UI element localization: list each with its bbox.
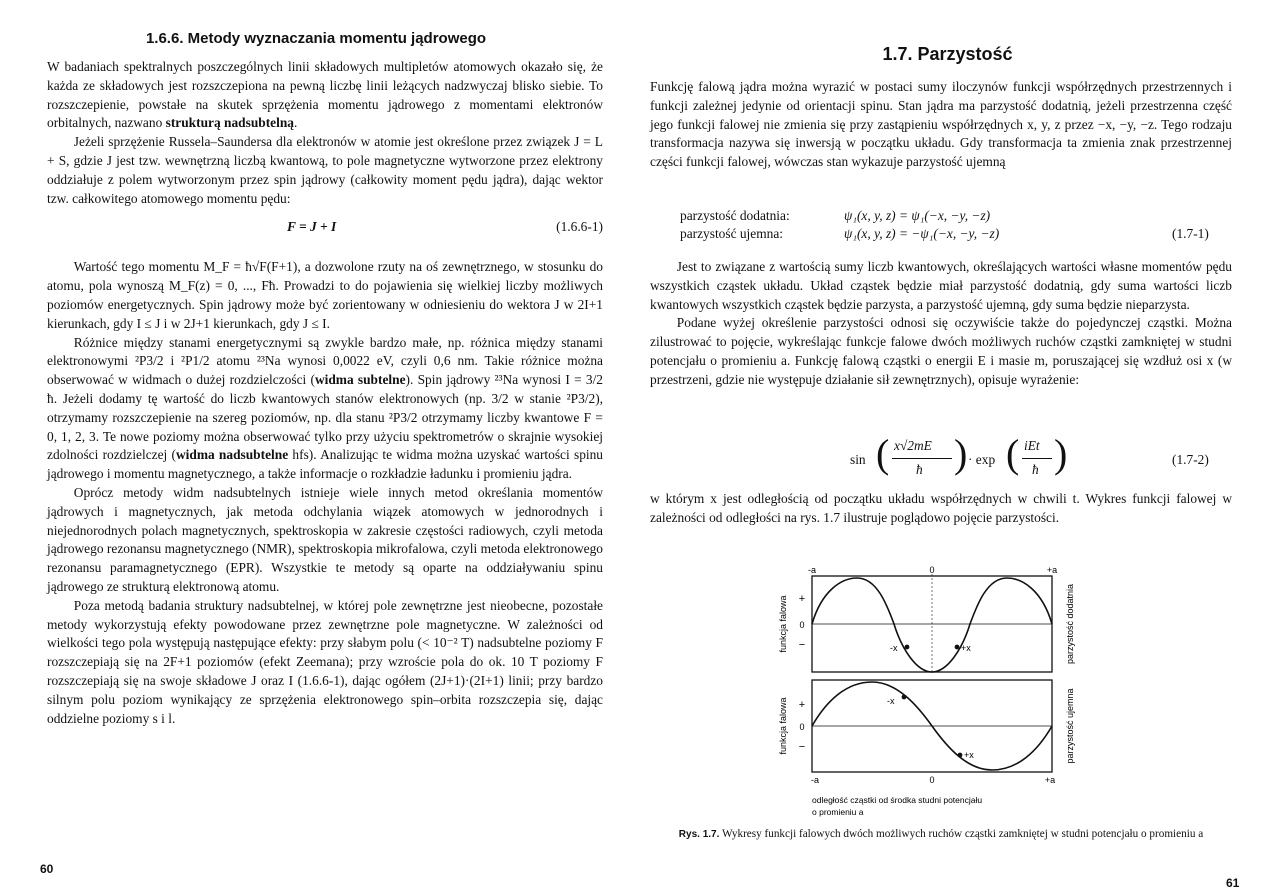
caption-label: Rys. 1.7. — [678, 829, 720, 840]
marker-neg-x — [902, 695, 907, 700]
eq2-exp: · exp — [968, 452, 996, 467]
paragraph: Podane wyżej określenie parzystości odnosi się oczywiście także do pojedynczej cząstki. Można zilustrować to pojęcie, wykreślając funkcje falowe dwóch możliwych ruchów cząstki zamkniętej w studni potencjału o promieniu a. Funkcję falową cząstki o energii E i masie m, poruszającej się wzdłuż osi x (w przestrzeni, gdzie nie występuje działanie sił zewnętrznych), opisuje wyrażenie: — [650, 315, 1232, 387]
fraction-bar — [1022, 458, 1052, 459]
marker-neg-x — [905, 645, 910, 650]
page-number: 61 — [1226, 876, 1240, 890]
label-plus-a-top: +a — [1046, 565, 1058, 575]
eq2-denominator-2: ħ — [1032, 462, 1039, 477]
eq2-numerator: x√2mE — [894, 438, 932, 453]
paragraph: Jest to związane z wartością sumy liczb kwantowych, określających wartości własne momentów pędu wszystkich cząstek układu. Układ cząstek będzie miał parzystość dodatnią, gdy suma wartości liczb kwantowych wszystkich cząstek będzie parzysta, a parzystość ujemną, gdy suma będzie nieparzysta. — [650, 259, 1232, 312]
right-body-3 — [650, 490, 1232, 528]
eq-label-negative: parzystość ujemna: — [680, 226, 783, 241]
upper-zero: 0 — [799, 620, 805, 630]
lower-zero: 0 — [799, 722, 805, 732]
right-page — [632, 0, 1263, 893]
paragraph: Wartość tego momentu M_F = ħ√F(F+1), a dozwolone rzuty na oś zewnętrznego, w stosunku do atomu, pola wynoszą M_F(z) = 0, ..., Fħ. Prowadzi to do pojawienia się wielkiej liczby możliwych poziomów energetycznych. Spin jądrowy może być zorientowany w odniesieniu do wektora J w 2I+1 kierunkach, gdy I ≤ J i w 2J+1 kierunkach, gdy J ≤ I. — [47, 259, 603, 331]
lower-minus: − — [798, 741, 806, 753]
eq-positive: ψ₁(x, y, z) = ψ₁(−x, −y, −z) — [844, 208, 991, 223]
label-pos-x: +x — [961, 643, 971, 653]
paren-open: ( — [876, 431, 890, 476]
section-title-1-6-6: 1.6.6. Metody wyznaczania momentu jądrowego — [145, 30, 487, 47]
paren-open: ( — [1006, 431, 1020, 476]
page-number: 60 — [40, 862, 54, 876]
label-plus-a-bottom: +a — [1044, 775, 1056, 785]
fraction-bar — [892, 458, 952, 459]
label-zero-top: 0 — [929, 565, 935, 575]
label-zero-bottom: 0 — [929, 775, 935, 785]
paragraph: Jeżeli sprzężenie Russela–Saundersa dla elektronów w atomie jest określone przez związek J = L + S, gdzie J jest tzw. wewnętrzną liczbą kwantową, to pole magnetyczne wytworzone przez elektrony oddziałuje z polem wytworzonym przez spin jądrowy (całkowity moment pędu jądra), dając wektor tzw. całkowitego atomowego momentu pędu: — [47, 134, 603, 206]
upper-y-label: funkcja falowa — [778, 595, 788, 653]
paren-close: ) — [954, 431, 968, 476]
right-body-2 — [650, 258, 1232, 390]
label-positive-parity: parzystość dodatnia — [1065, 583, 1075, 665]
label-neg-x: -x — [887, 696, 895, 706]
paragraph: W badaniach spektralnych poszczególnych linii składowych multipletów atomowych okazało się, że każda ze składowych jest rozszczepiona na pewną liczbę linii leżących nadzwyczaj blisko siebie. To rozszczepienie, powstałe na skutek sprzężenia momentu jądrowego z momentami elektronów orbitalnych, nazwano strukturą nadsubtelną. — [47, 59, 603, 131]
eq-negative: ψ₁(x, y, z) = −ψ₁(−x, −y, −z) — [844, 226, 1000, 241]
upper-minus: − — [798, 639, 806, 651]
eq-label-positive: parzystość dodatnia: — [680, 208, 790, 223]
eq2-numerator-2: iEt — [1024, 438, 1040, 453]
section-title-1-7: 1.7. Parzystość — [882, 44, 1013, 64]
x-caption-line-1: odległość cząstki od środka studni potencjału — [812, 795, 983, 805]
figure-caption — [650, 826, 1232, 843]
eq2-denominator: ħ — [916, 462, 923, 477]
marker-pos-x — [955, 645, 960, 650]
lower-plus: + — [798, 699, 806, 711]
even-wavefunction-curve — [812, 578, 1052, 672]
caption-text: Wykresy funkcji falowych dwóch możliwych ruchów cząstki zamkniętej w studni potencjału o promieniu a — [722, 828, 1204, 840]
left-body — [47, 58, 603, 728]
label-minus-a-top: -a — [807, 565, 817, 575]
equation-number: (1.6.6-1) — [556, 219, 603, 235]
paren-close: ) — [1054, 431, 1068, 476]
bold-term: strukturą nadsubtelną — [165, 115, 294, 131]
figure-1-7 — [632, 560, 1263, 825]
equation-row — [47, 208, 603, 246]
marker-pos-x — [958, 753, 963, 758]
label-negative-parity: parzystość ujemna — [1065, 688, 1075, 764]
paragraph: Poza metodą badania struktury nadsubtelnej, w której pole zewnętrzne jest nieobecne, pozostałe metody wykorzystują efekty powodowane przez zewnętrzne pole magnetyczne. W zależności od wielkości tego pola występują następujące efekty: przy słabym polu (< 10⁻² T) nadsubtelne poziomy F rozszczepiają się na 2F+1 poziomów (efekt Zeemana); przy wzroście pola do ok. 10 T poziomy F rozszczepiają się na swoje składowe J oraz I (1.6.6-1), dając ogółem (2J+1)·(2I+1) linii; przy bardzo silnym polu poziom wynikający ze sprzężenia elektronowego spin–orbita rozszczepia się, dając oddzielne poziomy s i l. — [47, 597, 603, 726]
eq2-sin: sin — [850, 452, 866, 467]
paragraph: Funkcję falową jądra można wyrazić w postaci sumy iloczynów funkcji współrzędnych przestrzennych i funkcji zależnej jedynie od orientacji spinu. Stan jądra ma parzystość dodatnią, jeżeli przestrzenna część jego funkcji falowej nie zmienia się przy zastąpieniu współrzędnych x, y, z przez −x, −y, −z. Tego rodzaju transformacja nazywa się inwersją w początku układu. Gdy transformacja ta zmienia znak przestrzennej części funkcji falowej, wówczas stan wykazuje parzystość ujemną — [650, 79, 1232, 170]
label-minus-a-bottom: -a — [810, 775, 820, 785]
label-pos-x: +x — [964, 750, 974, 760]
paragraph: Różnice między stanami energetycznymi są zwykle bardzo małe, np. różnica między stanami elektronowymi ²P3/2 i ²P1/2 atomu ²³Na wynosi 0,0022 eV, czyli 0,6 nm. Takie różnice można obserwować w widmach o dużej rozdzielczości (widma subtelne). Spin jądrowy ²³Na wynosi I = 3/2 ħ. Jeżeli dodamy tę wartość do liczb kwantowych stanów elektronowych (np. 3/2 w stanie ²P3/2), otrzymamy rozszczepienie na szereg poziomów, np. dla stanu ²P3/2 otrzymamy liczby kwantowe F = 0, 1, 2, 3. Te nowe poziomy można obserwować tylko przy użyciu spektrometrów o skrajnie wysokiej zdolności rozdzielczej (widma nadsubtelne hfs). Analizując te widma można uzyskać wartości spinu jądrowego i momentu magnetycznego, a także informacje o rozkładzie ładunku i promieniu jądra. — [47, 334, 603, 482]
equation-number: (1.7-2) — [1172, 452, 1209, 467]
right-body-1 — [650, 78, 1232, 172]
lower-y-label: funkcja falowa — [778, 697, 788, 755]
x-caption-line-2: o promieniu a — [812, 807, 864, 817]
equation: F = J + I — [287, 219, 337, 235]
upper-plus: + — [798, 593, 806, 605]
paragraph: Oprócz metody widm nadsubtelnych istnieje wiele innych metod określania momentów jądrowych i magnetycznych, jak metoda odchylania wiązek atomowych w jednorodnych i niejednorodnych polach magnetycznych, spektroskopia w zakresie częstości radiowych, czyli metoda jądrowego rezonansu magnetycznego (NMR), spektroskopia mikrofalowa, czyli metoda elektronowego rezonansu paramagnetycznego (EPR). Wszystkie te metody są oparte na oddziaływaniu spinu jądrowego ze strukturą elektronową atomu. — [47, 484, 603, 594]
label-neg-x: -x — [890, 643, 898, 653]
equation-number: (1.7-1) — [1172, 226, 1209, 241]
paragraph: w którym x jest odległością od początku układu współrzędnych w chwili t. Wykres funkcji falowej w zależności od odległości na rys. 1.7 ilustruje poglądowo pojęcie parzystości. — [650, 491, 1232, 525]
